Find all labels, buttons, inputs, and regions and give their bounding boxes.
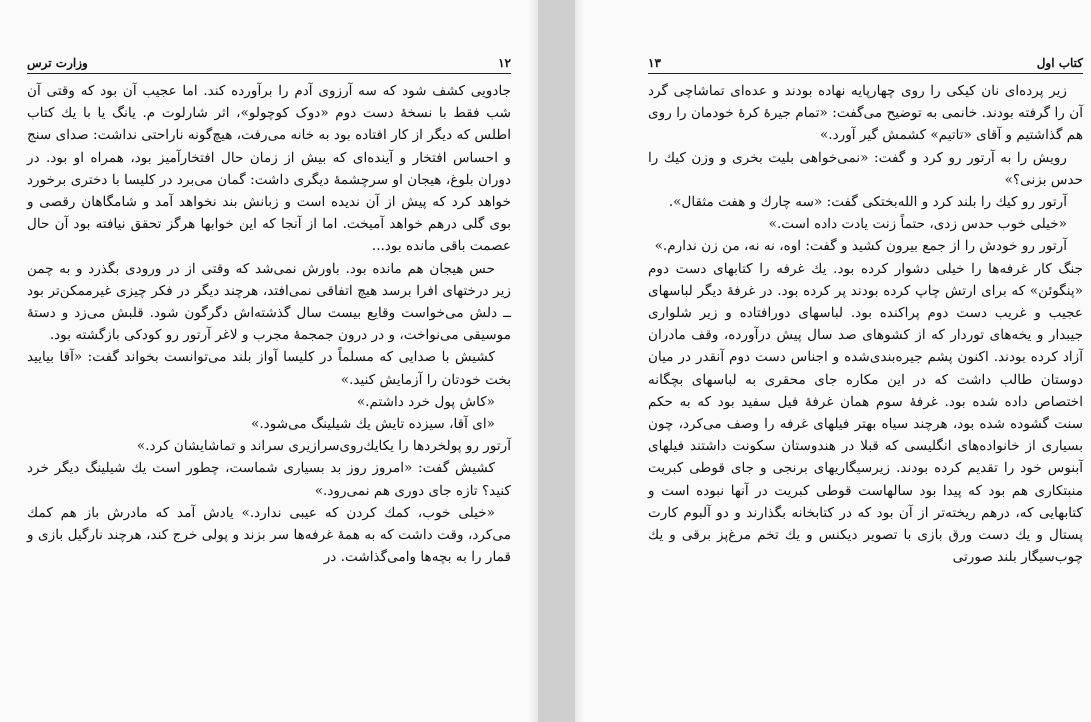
paragraph: «خیلی خوب، کمك کردن که عیبی ندارد.» یادش آمد که مادرش باز هم کمك می‌کرد، وقت داشت که به همهٔ غرفه‌ها سر بزند و پولی خرج کند، هرچند نارگیل بازی و قمار را به بچه‌ها وامی‌گذاشت. در — [27, 504, 511, 566]
paragraph: کشیش گفت: «امروز روز بد بسیاری شماست، چطور است یك شیلینگ دیگر خرد کنید؟ تازه جای دوری هم نمی‌رود.» — [27, 460, 511, 499]
gutter-shadow — [528, 0, 538, 722]
paragraph: رویش را به آرتور رو کرد و گفت: «نمی‌خواهی بلیت بخری و وزن کیك را حدس بزنی؟» — [648, 149, 1083, 188]
paragraph: «ای آقا، سیزده تایش یك شیلینگ می‌شود.» — [251, 416, 495, 433]
paragraph: زیر پرده‌ای نان کیکی را روی چهارپایه نهاده بودند و عده‌ای تماشاچی گرد آن را گرفته بودند. خانمی به توضیح می‌گفت: «تمام جیرهٔ کرهٔ خودمان را روی هم گذاشتیم و آقای «تاتیم» کشمش گیر آورد.» — [648, 83, 1083, 144]
page-body — [27, 80, 511, 568]
page-number: ۱۳ — [648, 56, 661, 70]
paragraph: حس هیجان هم مانده بود. باورش نمی‌شد که وقتی از در ورودی بگذرد و به چمن زیر درختهای افرا برسد هیچ اتفاقی نمی‌افتد، هرچند دیگر در فکر چیزی غیرممکن‌تر بود ــ دلش می‌خواست وقایع بیست سال گذشته‌اش دگرگون شود. قلبش می‌زد و دستهٔ موسیقی می‌نواخت، و در درون جمجمهٔ مجرب و لاغر آرتور رو کودکی بازگشته بود. — [27, 260, 511, 344]
running-title: کتاب اول — [1036, 56, 1083, 70]
paragraph: جادویی کشف شود که سه آرزوی آدم را برآورده کند. اما عجیب آن بود که وقتی آن شب فقط با نسخهٔ دست دوم «دوک کوچولو»، اثر شارلوت م. یانگ یا با یك کتاب اطلس که دیگر از کار افتاده بود به خانه می‌رفت، هیچ‌گونه ناراحتی نداشت: صدای سنج و احساس افتخار و آینده‌ای که بیش از زمان حال افتخارآمیز بود، همراه او بود. در دوران بلوغ، هیجان او سرچشمهٔ دیگری داشت: گمان می‌برد در کلیسا با دختری برخورد خواهد کرد که پیش از آن ندیده است و زبانش بند نخواهد آمد و شامگاهان رقصی و بوی گلی درهم خواهد آمیخت. اما از آنجا که این خوابها هرگز تحقق نیافته بود آن حال عصمت باقی مانده بود... — [27, 83, 511, 255]
page-number: ۱۲ — [498, 56, 511, 70]
paragraph: آرتور رو پولخردها را یکایك‌روی‌سرازیری سراند و تماشایشان کرد.» — [136, 438, 511, 455]
page-header — [27, 50, 511, 70]
header-rule — [648, 73, 1083, 74]
paragraph: آرتور رو کیك را بلند کرد و الله‌بختکی گفت: «سه چارك و هفت مثقال». — [668, 194, 1067, 211]
header-rule — [27, 73, 511, 74]
left-page — [0, 0, 538, 722]
running-title: وزارت ترس — [27, 56, 88, 70]
paragraph: جنگ کار غرفه‌ها را خیلی دشوار کرده بود. یك غرفه را کتابهای دست دوم «پنگوئن» که برای ارتش چاپ کرده بودند پر کرده بود. در غرفهٔ دیگر لباسهای عجیب و غریب دست دوم پراکنده بود. لباسهای دورافتاده و زیر شلواری جیبدار و یخه‌های توردار که از کشوهای صد سال پیش درآورده، وقف مادران آزاد کرده بودند. اکنون پشم جیره‌بندی‌شده و اجناس دست دوم آنقدر در میان دوستان طالب داشت که در این مکاره جای محقری به لباسهای بچگانه اختصاص داده شده بود. غرفهٔ سوم همان غرفهٔ فیل سفید بود که به حکم سنت گشوده شده بود، هرچند سیاه بهتر فیلهای غرفه را وصف می‌کرد، چون بسیاری از خانواده‌های انگلیسی که قبلا در هندوستان سکونت داشتند فیلهای آبنوس خود را تقدیم کرده بودند. زیرسیگاریهای برنجی و جای قوطی کبریت منبتکاری هم بود که پیدا بود سالهاست قوطی کبریت در آنها نبوده است و کتابهایی که، درهم ریخته‌تر از آن بود که در کتابخانه بگذارند و دو آلبوم کارت پستال و یك دست ورق بازی با تصویر دیکنس و یك تخم مرغ‌پز برقی و یك چوب‌سیگار بلند صورتی — [648, 260, 1083, 566]
gutter-shadow — [575, 0, 585, 722]
paragraph: آرتور رو خودش را از جمع بیرون کشید و گفت: اوه، نه نه، من زن ندارم.» — [654, 238, 1067, 255]
paragraph: «خیلی خوب حدس زدی، حتماً زنت یادت داده است.» — [768, 216, 1067, 233]
paragraph: کشیش با صدایی که مسلماً در کلیسا آواز بلند می‌توانست بخواند گفت: «آقا بیایید بخت خودتان را آزمایش کنید.» — [27, 349, 511, 388]
right-page — [575, 0, 1091, 722]
page-body — [648, 80, 1083, 568]
paragraph: «کاش پول خرد داشتم.» — [356, 393, 495, 410]
page-header — [648, 50, 1083, 70]
